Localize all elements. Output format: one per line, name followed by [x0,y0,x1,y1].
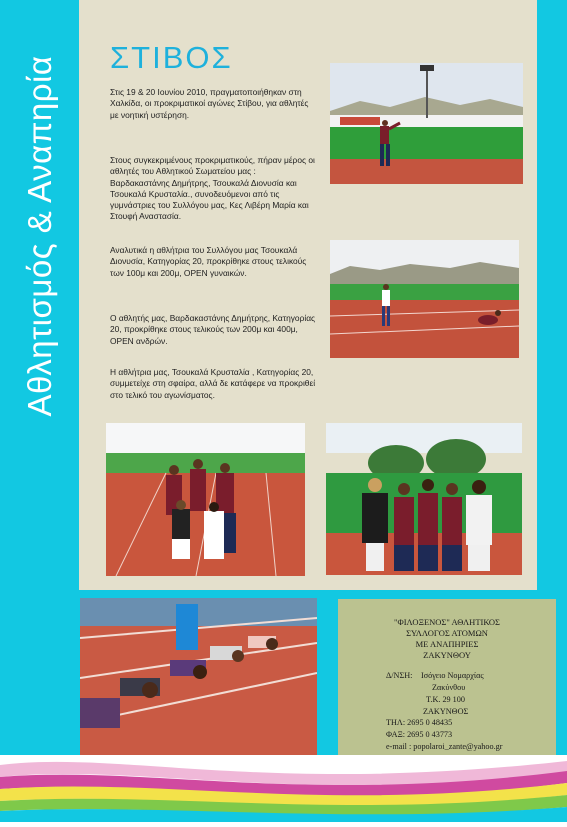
photo-shot-put [330,63,523,184]
postcode: Τ.Κ. 29 100 [426,695,465,704]
right-cyan-band [537,0,567,590]
photo-team-field [326,423,522,575]
article-paragraph-3: Αναλυτικά η αθλήτρια του Συλλόγου μας Τσουκαλά Διονυσία, Κατηγορίας 20, προκρίθηκε στους τελικούς των 100μ και 200μ, OPEN γυναικών. [110,245,307,278]
article-paragraph-1: Στις 19 & 20 Ιουνίου 2010, πραγματοποιήθηκαν στη Χαλκίδα, οι προκριματικοί αγώνες Στίβου, για αθλητές με νοητική υστέρηση. [110,87,309,120]
email-address[interactable]: e-mail : popolaroi_zante@yahoo.gr [386,742,503,751]
phone-number: ΤΗΛ: 2695 0 48435 [386,718,453,727]
article-paragraph-4: Ο αθλητής μας, Βαρδακαστάνης Δημήτρης, Κατηγορίας 20, προκρίθηκε στους τελικούς των 200μ και 400μ, OPEN ανδρών. [110,313,316,346]
address-line-1: Ισόγειο Νομαρχίας [421,671,484,680]
side-title [0,0,79,590]
organization-info-box [338,599,556,765]
photo-sprinters-blocks [80,598,317,758]
fax-number: ΦΑΞ: 2695 0 43773 [386,730,453,739]
address-label: Δ/ΝΣΗ: [386,671,413,680]
address-line-2: Ζακύνθου [432,683,466,692]
photo-team-track [106,423,305,576]
decorative-swirl [0,755,567,822]
article-paragraph-2: Στους συγκεκριμένους προκριματικούς, πήραν μέρος οι αθλητές του Αθλητικού Σωματείου μας : Βαρδακαστάνης Δημήτρης, Τσουκαλά Διονυσία και Τσουκαλά Κρυσταλία., συνοδευόμενοι από τις γυμνάστριες του Συλλόγου μας, Κες Λιβέρη Μαρία και Στουφή Αναστασία. [110,155,315,222]
page-title: ΣΤΙΒΟΣ [110,40,233,75]
city: ΖΑΚΥΝΘΟΣ [423,707,469,716]
article-paragraph-5: Η αθλήτρια μας, Τσουκαλά Κρυσταλία , Κατηγορίας 20, συμμετείχε στη σφαίρα, αλλά δε κατάφερε να προκριθεί στο τελικό του αγωνίσματος. [110,367,316,400]
photo-sprint-start [330,240,519,358]
side-title-text: Αθλητισμός & Αναπηρία [21,55,58,417]
org-name-line-4: ΖΑΚΥΝΘΟΥ [423,650,471,660]
org-name-line-1: "ΦΙΛΟΞΕΝΟΣ" ΑΘΛΗΤΙΚΟΣ [394,617,500,627]
org-name-line-3: ΜΕ ΑΝΑΠΗΡΙΕΣ [415,639,479,649]
org-name-line-2: ΣΥΛΛΟΓΟΣ ΑΤΟΜΩΝ [406,628,488,638]
